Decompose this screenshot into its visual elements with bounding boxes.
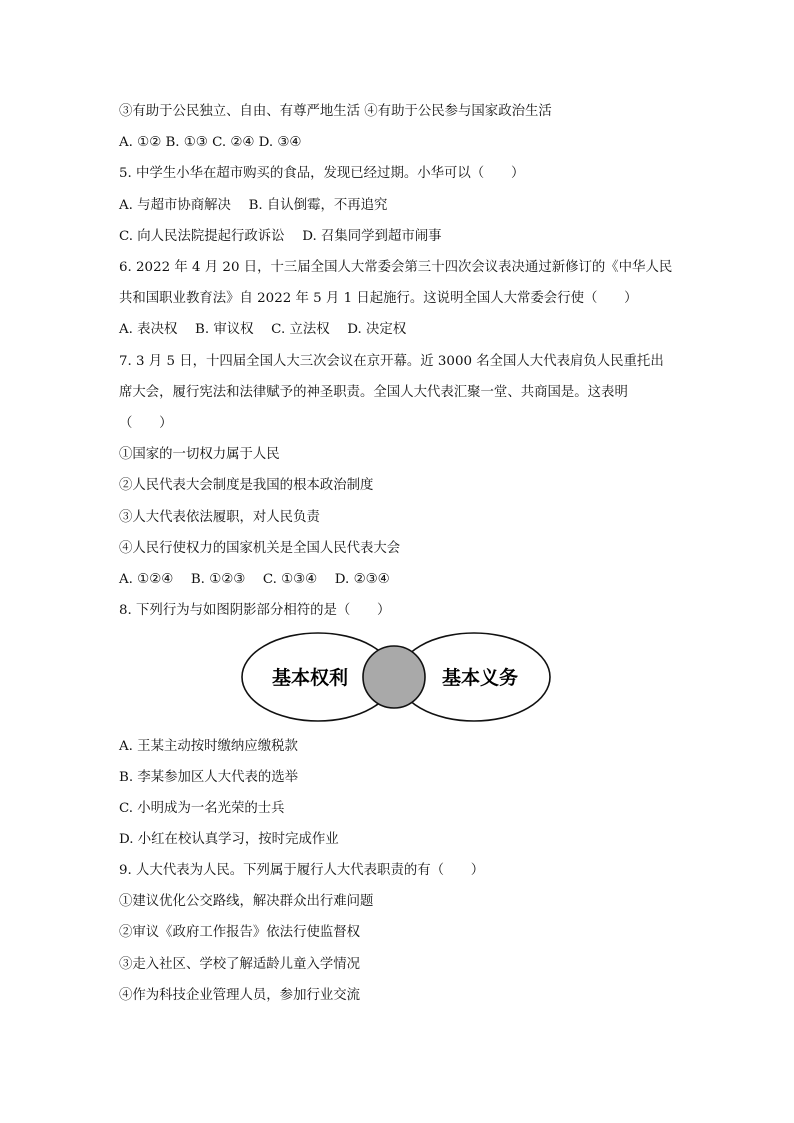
statement: ②审议《政府工作报告》依法行使监督权	[119, 925, 361, 940]
answer-options: A. ①② B. ①③ C. ②④ D. ③④	[119, 135, 302, 150]
question-8: 8. 下列行为与如图阴影部分相符的是（ ）	[119, 603, 391, 618]
question-6: 6. 2022 年 4 月 20 日，十三届全国人大常委会第三十四次会议表决通过新修订的《中华人民	[119, 260, 673, 275]
statement: ③人大代表依法履职，对人民负责	[119, 510, 320, 525]
question-5: 5. 中学生小华在超市购买的食品，发现已经过期。小华可以（ ）	[119, 166, 525, 181]
text-line: （ ）	[119, 416, 173, 431]
text-line: 共和国职业教育法》自 2022 年 5 月 1 日起施行。这说明全国人大常委会行使（ ）	[119, 291, 638, 306]
overlap-shaded-region	[363, 646, 425, 708]
answer-options: A. 表决权 B. 审议权 C. 立法权 D. 决定权	[119, 322, 407, 337]
question-9: 9. 人大代表为人民。下列属于履行人大代表职责的有（ ）	[119, 863, 485, 878]
option-c: C. 小明成为一名光荣的士兵	[119, 801, 285, 816]
question-7: 7. 3 月 5 日，十四届全国人大三次会议在京开幕。近 3000 名全国人大代表肩负人民重托出	[119, 354, 664, 369]
venn-diagram	[240, 630, 552, 724]
statement: ②人民代表大会制度是我国的根本政治制度	[119, 478, 374, 493]
statement: ①国家的一切权力属于人民	[119, 447, 280, 462]
text-line: 席大会，履行宪法和法律赋予的神圣职责。全国人大代表汇聚一堂、共商国是。这表明	[119, 385, 628, 400]
option-d: D. 小红在校认真学习，按时完成作业	[119, 832, 339, 847]
duties-label: 基本义务	[442, 667, 519, 689]
option-b: B. 李某参加区人大代表的选举	[119, 770, 299, 785]
text-line: ③有助于公民独立、自由、有尊严地生活 ④有助于公民参与国家政治生活	[119, 104, 552, 119]
statement: ①建议优化公交路线，解决群众出行难问题	[119, 894, 374, 909]
statement: ④作为科技企业管理人员，参加行业交流	[119, 988, 361, 1003]
statement: ③走入社区、学校了解适龄儿童入学情况	[119, 957, 361, 972]
rights-label: 基本权利	[272, 667, 349, 689]
answer-options: A. 与超市协商解决 B. 自认倒霉，不再追究	[119, 198, 388, 213]
statement: ④人民行使权力的国家机关是全国人民代表大会	[119, 541, 401, 556]
option-a: A. 王某主动按时缴纳应缴税款	[119, 739, 298, 754]
answer-options: C. 向人民法院提起行政诉讼 D. 召集同学到超市闹事	[119, 229, 442, 244]
answer-options: A. ①②④ B. ①②③ C. ①③④ D. ②③④	[119, 572, 390, 587]
